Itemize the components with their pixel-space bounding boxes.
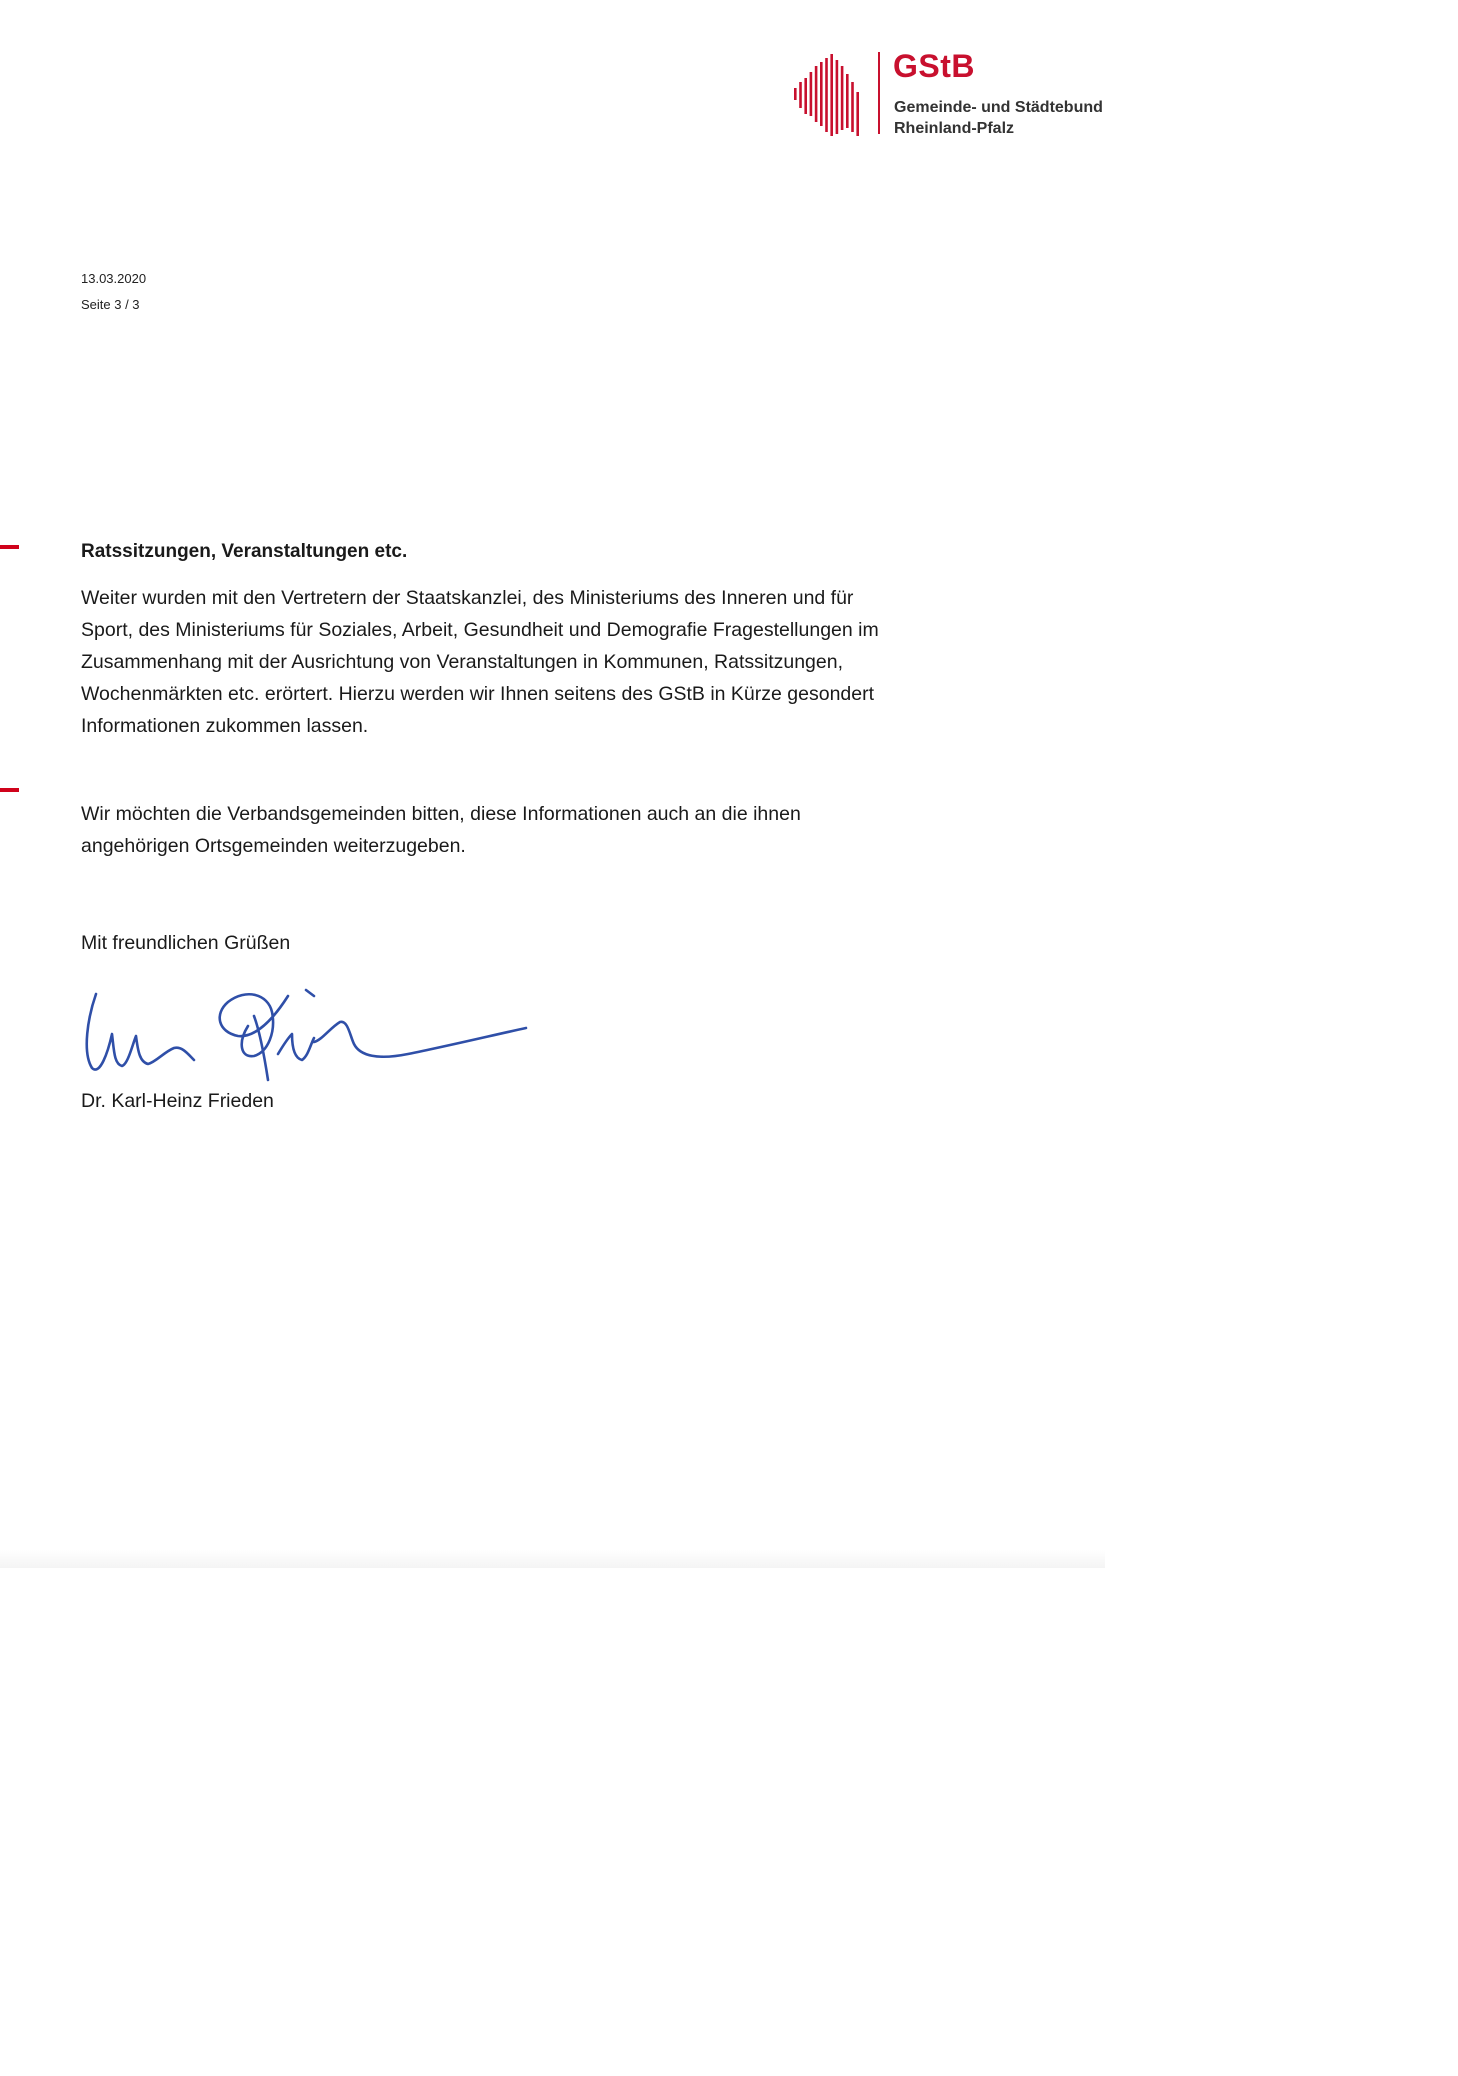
paragraph-line: Wochenmärkten etc. erörtert. Hierzu werden wir Ihnen seitens des GStB in Kürze gesondert (81, 683, 875, 705)
letter-date: 13.03.2020 (81, 271, 147, 286)
paragraph-2 (81, 798, 1041, 862)
paragraph-line: Zusammenhang mit der Ausrichtung von Veranstaltungen in Kommunen, Ratssitzungen, (81, 651, 844, 673)
paragraph-1 (81, 582, 1041, 742)
organization-abbreviation: GStB (893, 48, 975, 84)
organization-name-line-1: Gemeinde- und Städtebund (894, 99, 1103, 116)
logo-bar (836, 60, 839, 134)
logo-bar (825, 58, 828, 132)
section-heading: Ratssitzungen, Veranstaltungen etc. (81, 541, 408, 562)
logo-bar (856, 92, 859, 136)
logo-bar (841, 66, 844, 130)
organization-name-line-2: Rheinland-Pfalz (894, 120, 1015, 137)
logo-bar (794, 88, 797, 100)
paragraph-line: Informationen zukommen lassen. (81, 715, 369, 737)
logo-bar (804, 78, 807, 114)
fold-mark (0, 788, 19, 792)
signer-name: Dr. Karl-Heinz Frieden (81, 1090, 274, 1112)
logo-bar (810, 72, 813, 116)
fold-mark (0, 545, 19, 549)
logo-bar (820, 62, 823, 126)
logo-bar (846, 74, 849, 128)
closing-salutation: Mit freundlichen Grüßen (81, 932, 291, 954)
logo-bar (851, 82, 854, 132)
logo-bar (815, 66, 818, 122)
organization-name (894, 97, 1103, 139)
logo-divider (878, 52, 880, 134)
gstb-logo-icon (792, 52, 864, 138)
paragraph-line: Sport, des Ministeriums für Soziales, Arbeit, Gesundheit und Demografie Fragestellungen im (81, 619, 879, 641)
logo-bar (799, 82, 802, 108)
page-number: Seite 3 / 3 (81, 297, 140, 312)
letter-meta (81, 266, 146, 318)
page-bottom-shade (0, 1550, 1105, 1568)
paragraph-line: Weiter wurden mit den Vertretern der Staatskanzlei, des Ministeriums des Inneren und für (81, 587, 854, 609)
paragraph-line: Wir möchten die Verbandsgemeinden bitten, diese Informationen auch an die ihnen (81, 803, 801, 825)
paragraph-line: angehörigen Ortsgemeinden weiterzugeben. (81, 835, 466, 857)
handwritten-signature (78, 972, 538, 1090)
logo-bar (830, 54, 833, 136)
